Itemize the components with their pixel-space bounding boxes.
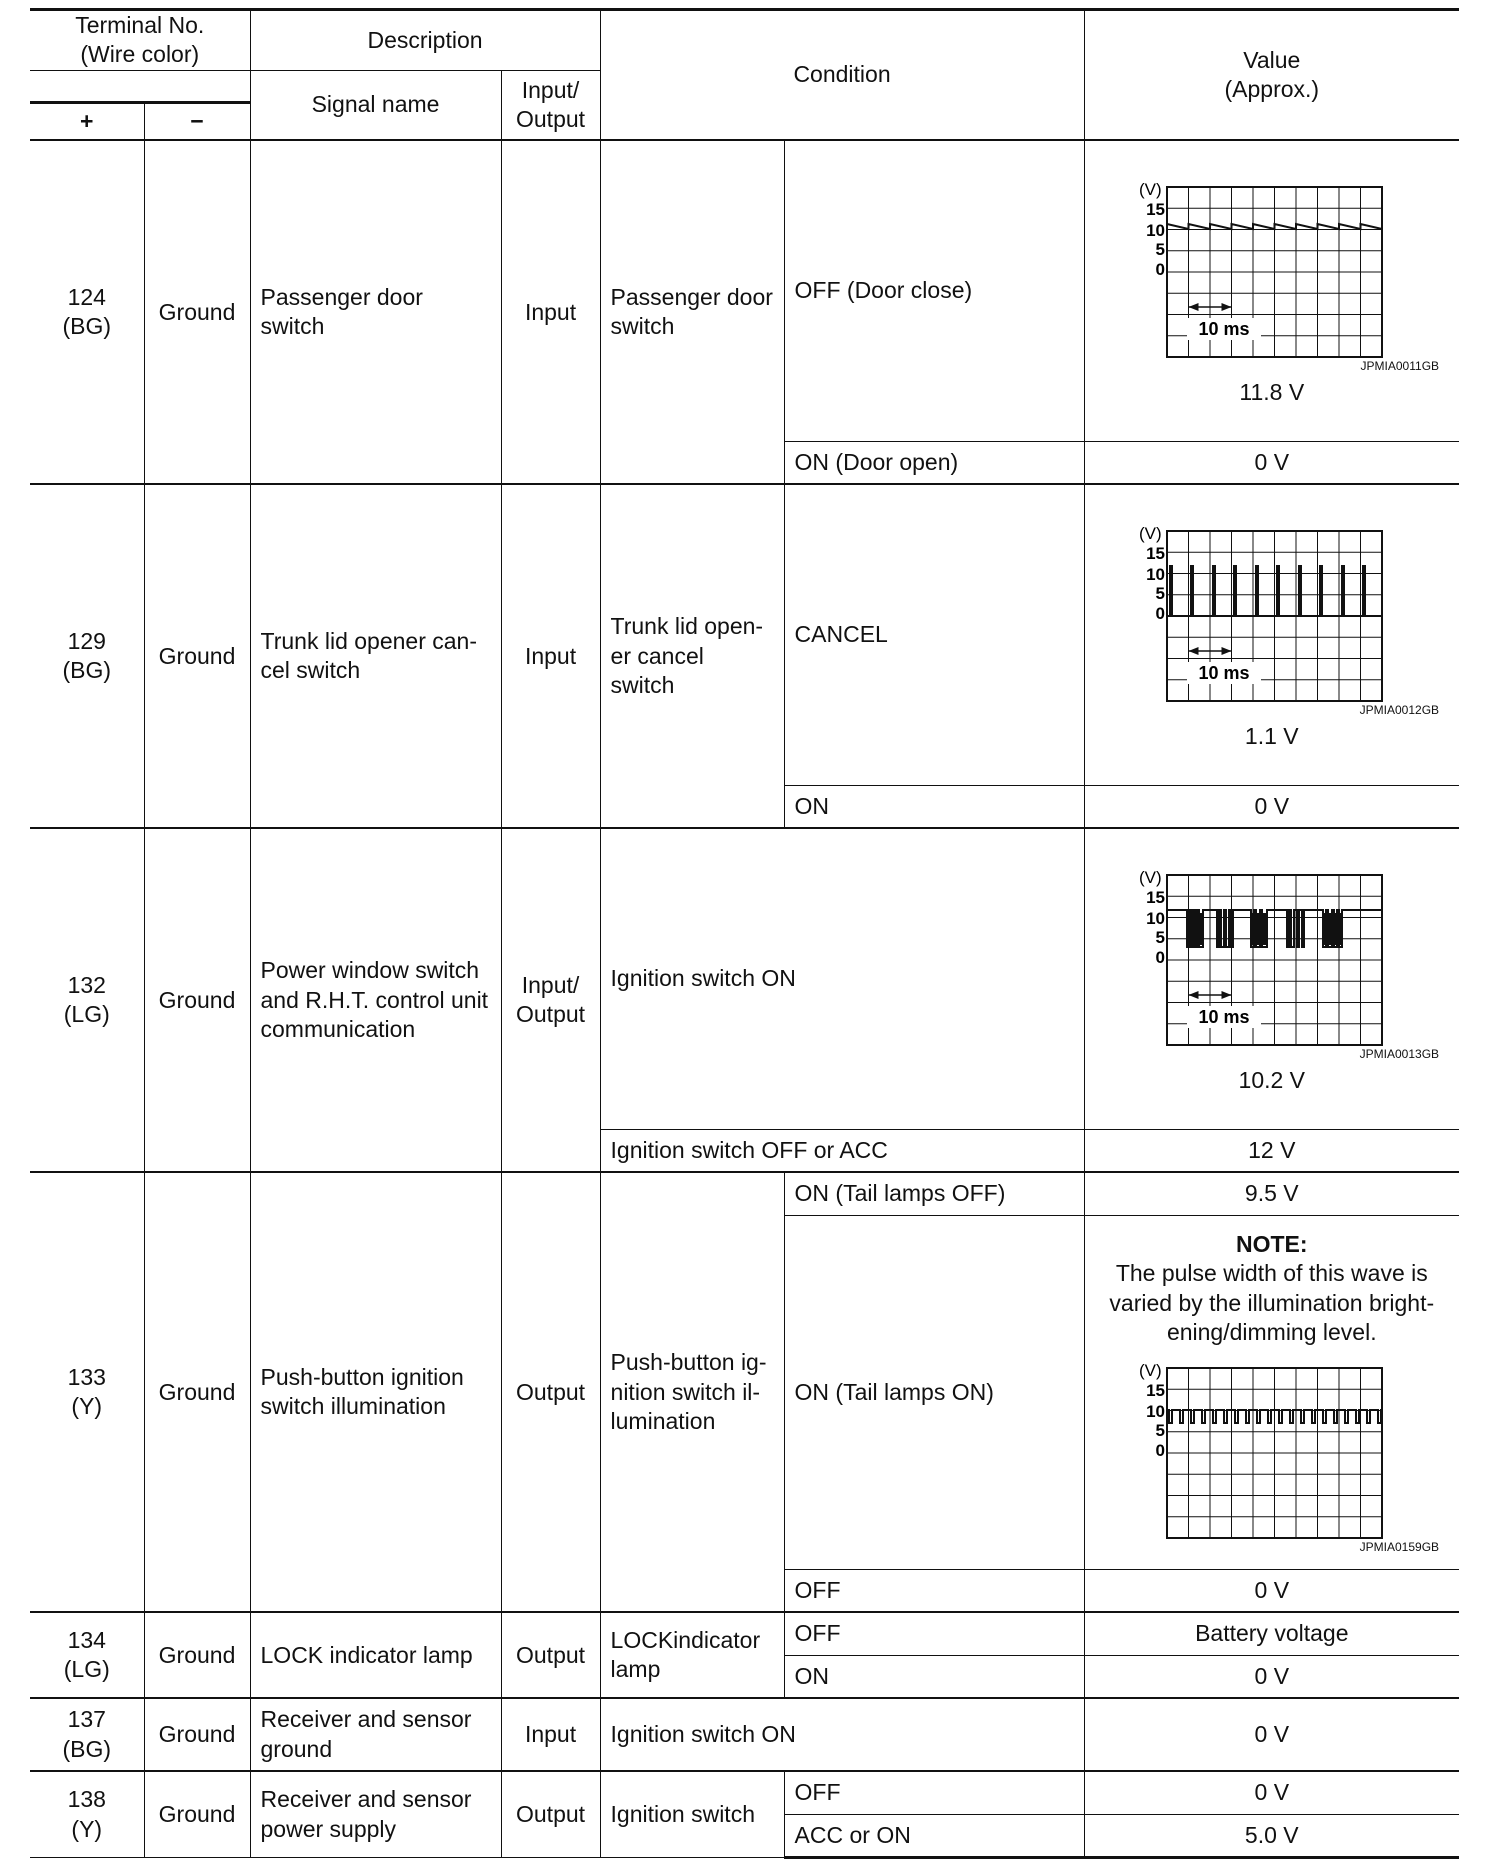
wave-code-124: JPMIA0011GB <box>1360 358 1440 373</box>
scope-unit: (V) <box>1138 867 1162 887</box>
terminal-number: 129 <box>67 627 106 654</box>
value-132-reading: 10.2 V <box>1238 1067 1306 1094</box>
terminal-number: 124 <box>67 283 106 310</box>
condition-header: Condition <box>600 10 1084 141</box>
terminal-132 <box>30 828 144 1172</box>
tick-15: 15 <box>1145 1380 1165 1400</box>
plus-header: + <box>30 102 144 140</box>
cond-133-off: OFF <box>784 1569 1084 1612</box>
cond-main-138: Ignition switch <box>600 1771 784 1857</box>
wave-code-133: JPMIA0159GB <box>1359 1539 1440 1554</box>
tick-0: 0 <box>1155 259 1165 279</box>
io-138: Output <box>501 1771 600 1857</box>
cond-132-on: Ignition switch ON <box>600 828 1084 1129</box>
tick-15: 15 <box>1145 199 1165 219</box>
value-138-acc-on: 5.0 V <box>1084 1814 1459 1857</box>
waveform-129 <box>1127 511 1417 707</box>
terminal-134 <box>30 1612 144 1698</box>
cond-138-off: OFF <box>784 1771 1084 1814</box>
tick-5: 5 <box>1155 1420 1165 1440</box>
ground-138: Ground <box>144 1771 250 1857</box>
wire-color: (BG) <box>62 657 112 684</box>
tick-0: 0 <box>1155 1440 1165 1460</box>
note-title: NOTE: <box>1236 1230 1308 1257</box>
timebase-label: 10 ms <box>1198 1006 1250 1027</box>
value-header <box>1084 10 1459 141</box>
cond-main-124: Passenger door switch <box>600 140 784 484</box>
terminal-number: 138 <box>67 1786 106 1813</box>
tick-5: 5 <box>1155 239 1165 259</box>
value-133-tail-on <box>1084 1215 1459 1569</box>
cond-137: Ignition switch ON <box>600 1698 1084 1771</box>
signal-132: Power window switch and R.H.T. control unit communication <box>250 828 501 1172</box>
value-132-off: 12 V <box>1084 1129 1459 1172</box>
value-134-on: 0 V <box>1084 1655 1459 1698</box>
terminal-number: 137 <box>67 1706 106 1733</box>
terminal-no-label: Terminal No. <box>75 12 205 38</box>
io-124: Input <box>501 140 600 484</box>
wire-color: (BG) <box>62 313 112 340</box>
wire-color: (LG) <box>63 1001 110 1028</box>
terminal-number: 133 <box>67 1363 106 1390</box>
note-body: The pulse width of this wave is varied by the illumination bright-ening/dimming level. <box>1109 1260 1435 1346</box>
ground-137: Ground <box>144 1698 250 1771</box>
signal-129: Trunk lid opener can-cel switch <box>250 484 501 828</box>
wire-color: (BG) <box>62 1735 112 1762</box>
tick-15: 15 <box>1145 543 1165 563</box>
wave-code-129: JPMIA0012GB <box>1359 702 1440 717</box>
cond-129-on: ON <box>784 785 1084 828</box>
io-line1: Input/ <box>521 76 580 103</box>
cond-134-on: ON <box>784 1655 1084 1698</box>
io-line2: Output <box>516 106 586 133</box>
cond-133-tail-on: ON (Tail lamps ON) <box>784 1215 1084 1569</box>
timebase-label: 10 ms <box>1198 318 1250 339</box>
tick-10: 10 <box>1145 564 1165 584</box>
tick-0: 0 <box>1155 603 1165 623</box>
terminal-number: 132 <box>67 971 106 998</box>
wire-color-label: (Wire color) <box>80 41 200 68</box>
cond-133-tail-off: ON (Tail lamps OFF) <box>784 1172 1084 1215</box>
waveform-133 <box>1127 1348 1417 1544</box>
ground-132: Ground <box>144 828 250 1172</box>
tick-10: 10 <box>1145 908 1165 928</box>
value-124-off <box>1084 140 1459 441</box>
tick-10: 10 <box>1145 220 1165 240</box>
cond-main-134: LOCKindicator lamp <box>600 1612 784 1698</box>
signal-134: LOCK indicator lamp <box>250 1612 501 1698</box>
ground-124: Ground <box>144 140 250 484</box>
tick-10: 10 <box>1145 1401 1165 1421</box>
io-132 <box>501 828 600 1172</box>
description-header: Description <box>250 10 600 71</box>
approx-label: (Approx.) <box>1224 76 1320 103</box>
tick-0: 0 <box>1155 947 1165 967</box>
io-137: Input <box>501 1698 600 1771</box>
cond-main-129: Trunk lid open-er cancel switch <box>600 484 784 828</box>
io-header <box>501 70 600 140</box>
io-line2: Output <box>516 1001 586 1028</box>
ground-129: Ground <box>144 484 250 828</box>
io-134: Output <box>501 1612 600 1698</box>
io-133: Output <box>501 1172 600 1612</box>
ground-134: Ground <box>144 1612 250 1698</box>
value-132-on <box>1084 828 1459 1129</box>
cond-132-off: Ignition switch OFF or ACC <box>600 1129 1084 1172</box>
io-129: Input <box>501 484 600 828</box>
ground-133: Ground <box>144 1172 250 1612</box>
tick-15: 15 <box>1145 887 1165 907</box>
value-124-reading: 11.8 V <box>1239 379 1305 406</box>
value-129-on: 0 V <box>1084 785 1459 828</box>
scope-unit: (V) <box>1138 523 1162 543</box>
value-124-on: 0 V <box>1084 441 1459 484</box>
cond-129-cancel: CANCEL <box>784 484 1084 785</box>
wire-color: (LG) <box>63 1656 110 1683</box>
scope-unit: (V) <box>1138 179 1162 199</box>
cond-124-off: OFF (Door close) <box>784 140 1084 441</box>
value-label: Value <box>1243 46 1301 73</box>
wave-code-132: JPMIA0013GB <box>1359 1046 1440 1061</box>
terminal-138 <box>30 1771 144 1857</box>
terminal-133 <box>30 1172 144 1612</box>
wire-color-spacer <box>30 70 250 102</box>
value-133-off: 0 V <box>1084 1569 1459 1612</box>
value-138-off: 0 V <box>1084 1771 1459 1814</box>
waveform-124 <box>1127 167 1417 363</box>
terminal-137 <box>30 1698 144 1771</box>
scope-unit: (V) <box>1138 1360 1162 1380</box>
cond-124-on: ON (Door open) <box>784 441 1084 484</box>
wire-color: (Y) <box>71 1393 103 1420</box>
value-133-tail-off: 9.5 V <box>1084 1172 1459 1215</box>
wire-color: (Y) <box>71 1815 103 1842</box>
timebase-label: 10 ms <box>1198 662 1250 683</box>
value-137: 0 V <box>1084 1698 1459 1771</box>
signal-name-header: Signal name <box>250 70 501 140</box>
tick-5: 5 <box>1155 927 1165 947</box>
signal-124: Passenger door switch <box>250 140 501 484</box>
io-line1: Input/ <box>521 971 580 998</box>
value-129-reading: 1.1 V <box>1244 723 1299 750</box>
signal-137: Receiver and sensor ground <box>250 1698 501 1771</box>
terminal-spec-table <box>30 8 1459 1859</box>
cond-138-acc-on: ACC or ON <box>784 1814 1084 1857</box>
minus-header: − <box>144 102 250 140</box>
value-134-off: Battery voltage <box>1084 1612 1459 1655</box>
terminal-number: 134 <box>67 1626 106 1653</box>
terminal-no-header <box>30 10 250 71</box>
waveform-132 <box>1127 855 1417 1051</box>
cond-main-133: Push-button ig-nition switch il-lumination <box>600 1172 784 1612</box>
signal-133: Push-button ignition switch illumination <box>250 1172 501 1612</box>
value-129-cancel <box>1084 484 1459 785</box>
tick-5: 5 <box>1155 583 1165 603</box>
signal-138: Receiver and sensor power supply <box>250 1771 501 1857</box>
terminal-124 <box>30 140 144 484</box>
cond-134-off: OFF <box>784 1612 1084 1655</box>
terminal-129 <box>30 484 144 828</box>
